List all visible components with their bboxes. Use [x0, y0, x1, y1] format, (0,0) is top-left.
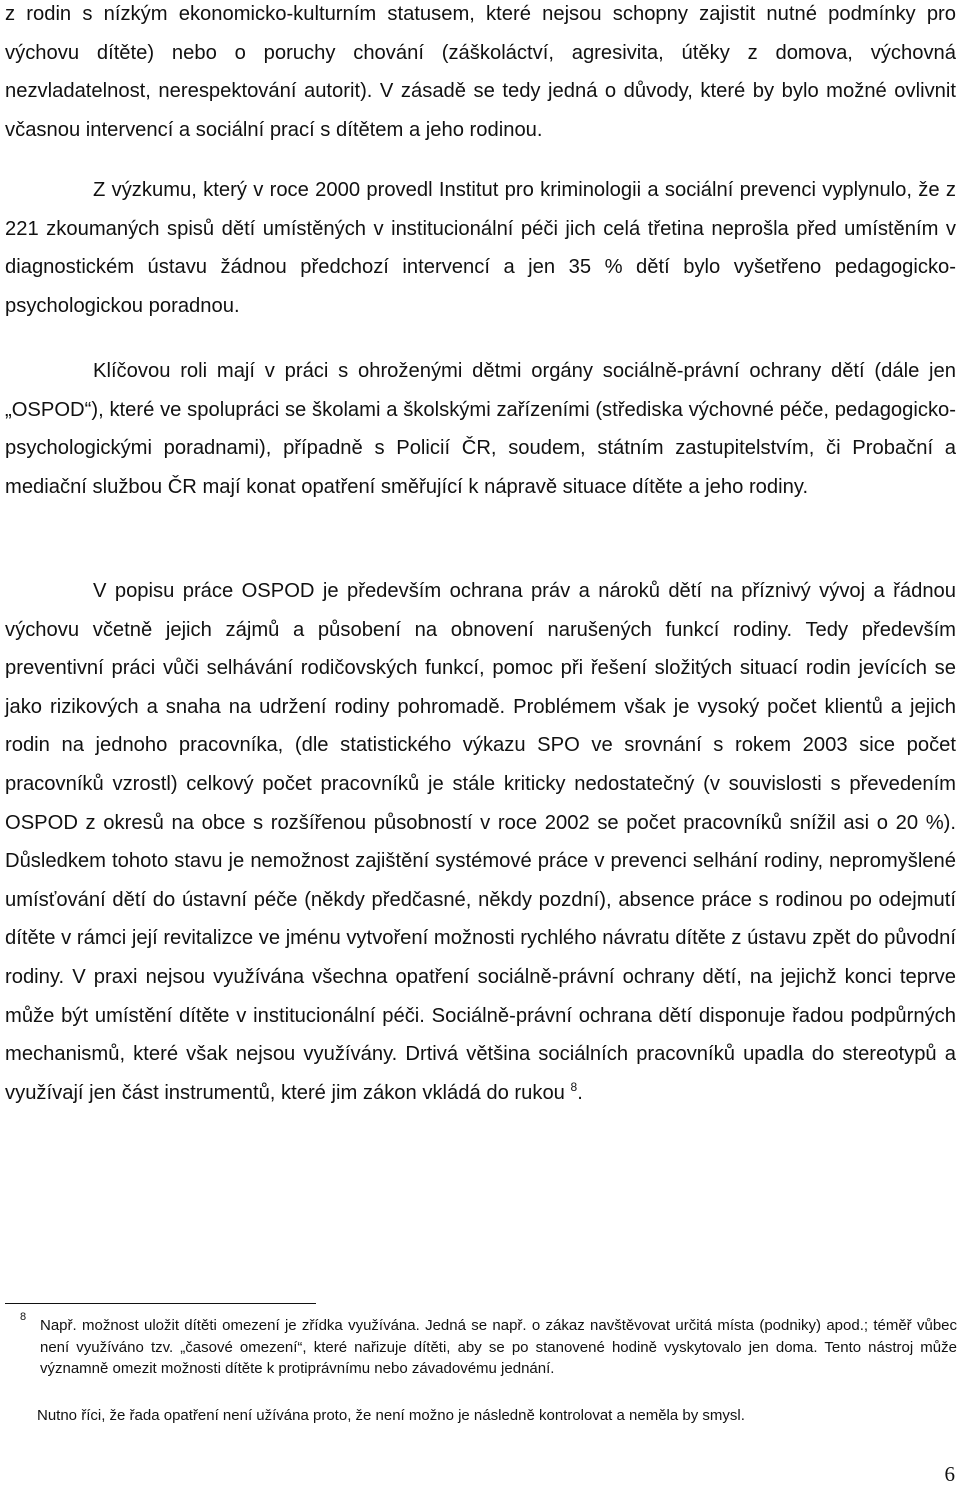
footnote-marker: 8 — [20, 1311, 27, 1323]
footnote-reference: 8 — [570, 1079, 578, 1094]
body-paragraph-3: Klíčovou roli mají v práci s ohroženými dětmi orgány sociálně-právní ochrany dětí (dále jen „OSPOD“), které ve spolupráci se školami a školskými zařízeními (střediska výchovné péče, pedagogicko-psychologickými poradnami), případně s Policií ČR, soudem, státním zastupitelstvím, či Probační a mediační službou ČR mají konat opatření směřující k nápravě situace dítěte a jeho rodiny. — [5, 360, 956, 498]
body-paragraph-4 — [5, 572, 956, 1112]
footnote-text: Např. možnost uložit dítěti omezení je zřídka využívána. Jedná se např. o zákaz navštěvovat určitá místa (podniky) apod.; téměř vůbec není využíváno tzv. „časové omezení“, které nařizuje dítěti, aby se po stanovené hodině vyskytovalo jen doma. Tento nástroj může významně omezit možnosti dítěte k protiprávnímu nebo závadovému jednání. — [40, 1317, 957, 1377]
body-paragraph-2: Z výzkumu, který v roce 2000 provedl Institut pro kriminologii a sociální prevenci vyplynulo, že z 221 zkoumaných spisů dětí umístěných v institucionální péči jich celá třetina neprošla před umístěním v diagnostickém ústavu žádnou předchozí intervencí a jen 35 % dětí bylo vyšetřeno pedagogicko-psychologickou poradnou. — [5, 179, 956, 317]
body-paragraph-4-text: V popisu práce OSPOD je především ochrana práv a nároků dětí na příznivý vývoj a řádnou výchovu včetně jejich zájmů a působení na obnovení narušených funkcí rodiny. Tedy především preventivní práci vůči selhávání rodičovských funkcí, pomoc při řešení složitých situací rodin jevících se jako rizikových a snaha na udržení rodiny pohromadě. Problémem však je vysoký počet klientů a jejich rodin na jednoho pracovníka, (dle statistického výkazu SPO ve srovnání s rokem 2003 sice počet pracovníků vzrostl) celkový počet pracovníků je stále kriticky nedostatečný (v souvislosti s převedením OSPOD z okresů na obce s rozšířenou působností v roce 2002 se počet pracovníků snížil asi o 20 %). Důsledkem tohoto stavu je nemožnost zajištění systémové práce v prevenci selhání rodiny, nepromyšlené umísťování dětí do ústavní péče (někdy předčasné, někdy pozdní), absence práce s rodinou po odejmutí dítěte v rámci její revitalizce ve jménu vytvoření možnosti rychlého návratu dítěte z ústavu zpět do původní rodiny. V praxi nejsou využívána všechna opatření sociálně-právní ochrany dětí, na jejichž konci teprve může být umístění dítěte v institucionální péči. Sociálně-právní ochrana dětí disponuje řadou podpůrných mechanismů, které však nejsou využívány. Drtivá většina sociálních pracovníků upadla do stereotypů a využívají jen část instrumentů, které jim zákon vkládá do rukou — [5, 580, 956, 1104]
page-number: 6 — [944, 1462, 955, 1486]
footnote-separator — [5, 1303, 316, 1304]
footnote-note: Nutno říci, že řada opatření není užívána proto, že není možno je následně kontrolovat a neměla by smysl. — [37, 1407, 745, 1424]
paragraph-end: . — [577, 1081, 583, 1104]
body-paragraph-1: z rodin s nízkým ekonomicko-kulturním statusem, které nejsou schopny zajistit nutné podmínky pro výchovu dítěte) nebo o poruchy chování (záškoláctví, agresivita, útěky z domova, výchovná nezvladatelnost, nerespektování autorit). V zásadě se tedy jedná o důvody, které by bylo možné ovlivnit včasnou intervencí a sociální prací s dítětem a jeho rodinou. — [5, 3, 956, 141]
